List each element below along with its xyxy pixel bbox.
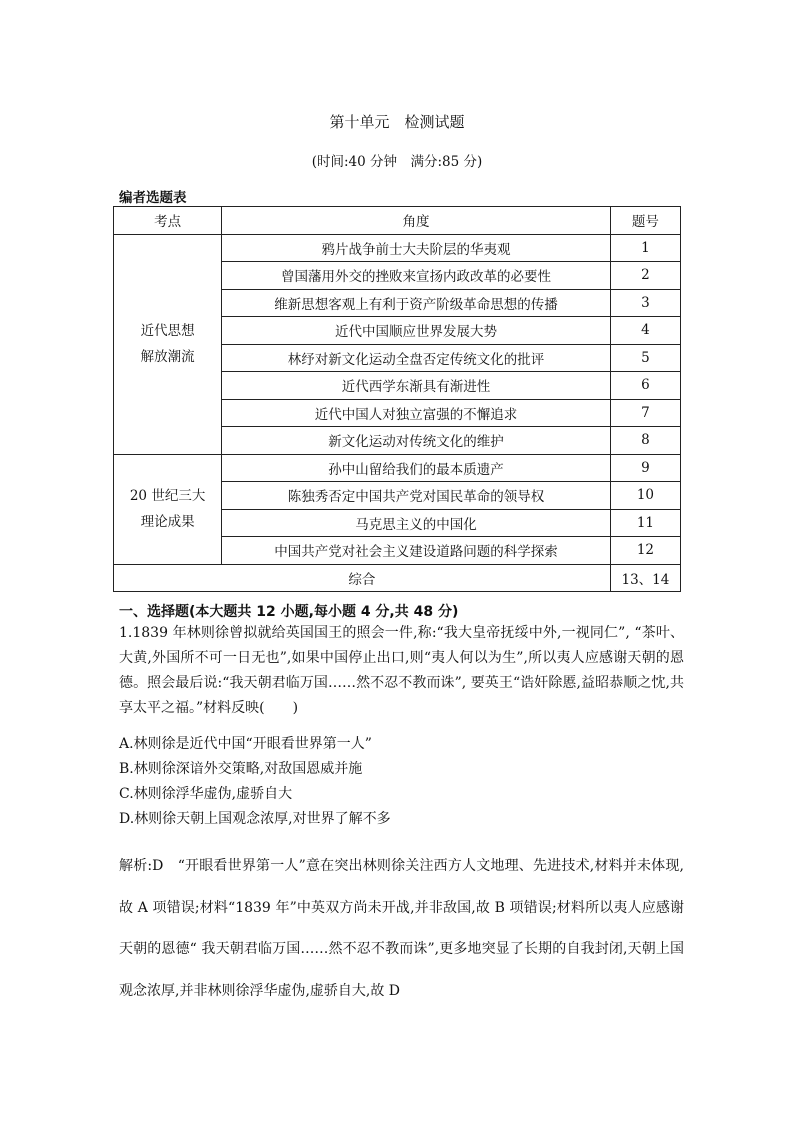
- num-cell: 10: [610, 482, 680, 510]
- exam-info: (时间:40 分钟 满分:85 分): [311, 154, 483, 170]
- num-cell: 4: [610, 317, 680, 345]
- section-heading: 一、选择题(本大题共 12 小题,每小题 4 分,共 48 分): [119, 604, 459, 620]
- option-a: A.林则徐是近代中国“开眼看世界第一人”: [119, 736, 372, 752]
- header-angle: 角度: [222, 207, 611, 235]
- angle-cell: 近代中国顺应世界发展大势: [222, 317, 611, 345]
- num-cell: 1: [610, 234, 680, 262]
- answer-analysis: 解析:D “开眼看世界第一人”意在突出林则徐关注西方人文地理、先进技术,材料并未体现,故 A 项错误;材料“1839 年”中英双方尚未开战,并非敌国,故 B 项错误;材料所以夷人应感谢天朝的恩德“ 我天朝君临万国……然不忍不教而诛”,更多地突显了长期的自我封闭,天朝上国观念浓厚,并非林则徐浮华虚伪,虚骄自大,故 D: [119, 858, 684, 999]
- angle-cell: 新文化运动对传统文化的维护: [222, 427, 611, 455]
- angle-cell: 曾国藩用外交的挫败来宣扬内政改革的必要性: [222, 262, 611, 290]
- angle-cell: 马克思主义的中国化: [222, 509, 611, 537]
- angle-cell: 鸦片战争前士大夫阶层的华夷观: [222, 234, 611, 262]
- question-stem: 1.1839 年林则徐曾拟就给英国国王的照会一件,称:“我大皇帝抚绥中外,一视同仁”, “茶叶、大黄,外国所不可一日无也”,如果中国停止出口,则“夷人何以为生”,所以夷人应感谢天朝的恩德。照会最后说:“我天朝君临万国……然不忍不教而诛”, 要英王“诰奸除慝,益昭恭顺之忱,共享太平之福。”材料反映( ): [119, 625, 684, 716]
- summary-num: 13、14: [610, 564, 680, 592]
- option-b: B.林则徐深谙外交策略,对敌国恩威并施: [119, 761, 363, 777]
- num-cell: 2: [610, 262, 680, 290]
- angle-cell: 近代西学东渐具有渐进性: [222, 372, 611, 400]
- option-c: C.林则徐浮华虚伪,虚骄自大: [119, 786, 293, 802]
- angle-cell: 维新思想客观上有利于资产阶级革命思想的传播: [222, 289, 611, 317]
- kaodian-text: 近代思想: [140, 323, 195, 339]
- num-cell: 3: [610, 289, 680, 317]
- num-cell: 11: [610, 509, 680, 537]
- table-row: [114, 454, 681, 482]
- question-selection-table: [113, 206, 681, 592]
- table-row: [114, 234, 681, 262]
- kaodian-text: 理论成果: [140, 514, 195, 530]
- num-cell: 5: [610, 344, 680, 372]
- num-cell: 9: [610, 454, 680, 482]
- kaodian-cell-2: [114, 454, 222, 564]
- page-title: 第十单元 检测试题: [329, 113, 465, 131]
- kaodian-text: 解放潮流: [140, 349, 195, 365]
- num-cell: 12: [610, 537, 680, 565]
- header-num: 题号: [610, 207, 680, 235]
- angle-cell: 林纾对新文化运动全盘否定传统文化的批评: [222, 344, 611, 372]
- option-d: D.林则徐天朝上国观念浓厚,对世界了解不多: [119, 811, 391, 827]
- angle-cell: 中国共产党对社会主义建设道路问题的科学探索: [222, 537, 611, 565]
- angle-cell: 孙中山留给我们的最本质遗产: [222, 454, 611, 482]
- summary-label: 综合: [114, 564, 611, 592]
- table-label: 编者选题表: [119, 190, 187, 206]
- table-summary-row: [114, 564, 681, 592]
- kaodian-text: 20 世纪三大: [129, 488, 206, 504]
- table-header-row: [114, 207, 681, 235]
- num-cell: 8: [610, 427, 680, 455]
- angle-cell: 陈独秀否定中国共产党对国民革命的领导权: [222, 482, 611, 510]
- kaodian-cell-1: [114, 234, 222, 454]
- num-cell: 7: [610, 399, 680, 427]
- angle-cell: 近代中国人对独立富强的不懈追求: [222, 399, 611, 427]
- header-kaodian: 考点: [114, 207, 222, 235]
- num-cell: 6: [610, 372, 680, 400]
